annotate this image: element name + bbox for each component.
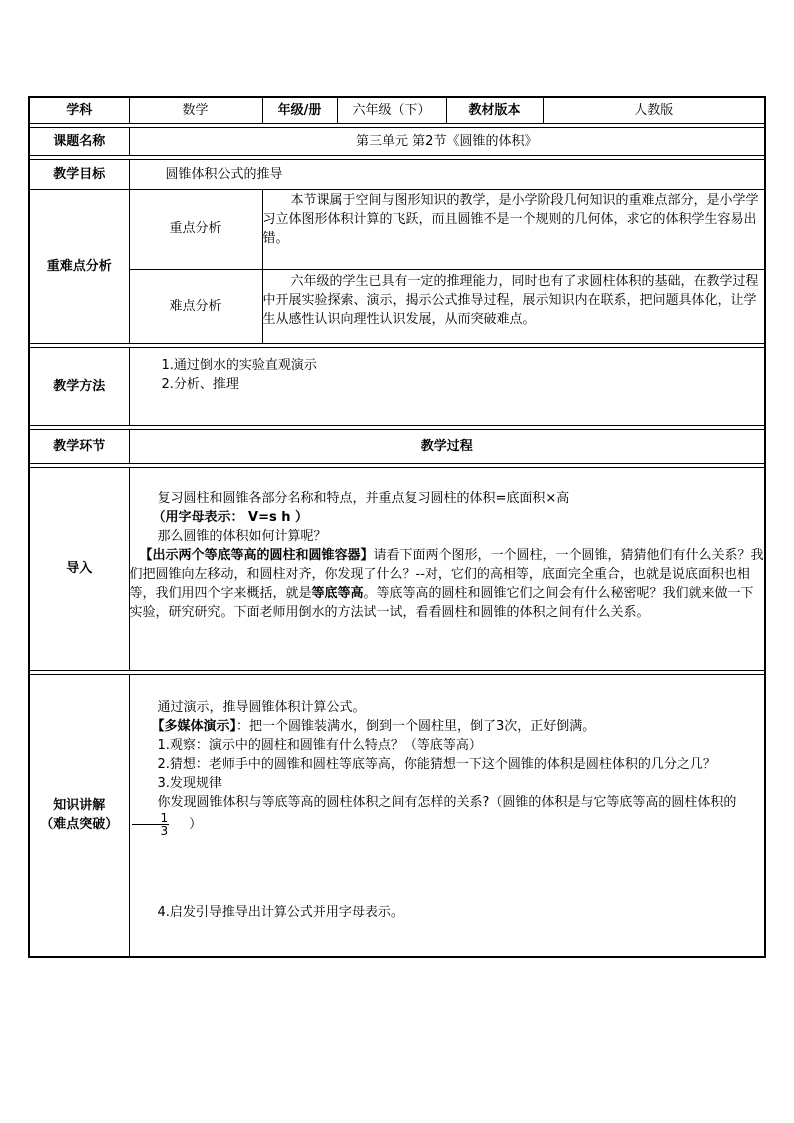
intro-paragraph-4 (130, 546, 765, 622)
subject-label: 学科 (29, 97, 129, 123)
knowledge-label: 知识讲解 (53, 798, 106, 814)
lesson-label: 课题名称 (29, 127, 129, 155)
multimedia-bracket-label: 【多媒体演示】 (151, 718, 237, 734)
method-cell (129, 347, 765, 425)
intro-cell (129, 467, 765, 670)
knowledge-sublabel: （难点突破） (40, 817, 119, 833)
guess-item: 2.猜想：老师手中的圆锥和圆柱等底等高，你能猜想一下这个圆锥的体积是圆柱体积的几分之几？ (157, 756, 716, 772)
method-item: 2.分析、推理 (161, 376, 239, 392)
edition-label: 教材版本 (446, 97, 543, 123)
observe-item: 1.观察：演示中的圆柱和圆锥有什么特点？（等底等高） (157, 737, 482, 753)
method-item: 1.通过倒水的实验直观演示 (161, 357, 317, 373)
knowledge-row (29, 674, 765, 957)
meta-row (29, 97, 765, 123)
knowledge-cell (129, 674, 765, 957)
knowledge-paragraph-1: 通过演示，推导圆锥体积计算公式。 (157, 699, 366, 715)
lesson-plan-sheet (28, 96, 764, 958)
discover-item: 3.发现规律 (157, 775, 222, 791)
demo-bracket-label: 【出示两个等底等高的圆柱和圆锥容器】 (139, 547, 374, 563)
goal-text: 圆锥体积公式的推导 (129, 159, 765, 189)
intro-label: 导入 (29, 467, 129, 670)
difficulty-analysis-row (29, 269, 765, 343)
one-third-fraction (132, 812, 170, 837)
blank-space (130, 837, 765, 903)
difficulty-analysis-text: 六年级的学生已具有一定的推理能力，同时也有了求圆柱体积的基础，在教学过程中开展实验探索、演示，揭示公式推导过程，展示知识内在联系，把问题具体化，让学生从感性认识向理性认识发展，从而突破难点。 (262, 273, 759, 327)
fraction-numerator: 1 (132, 812, 170, 825)
intro-question: 那么圆锥的体积如何计算呢？ (157, 528, 327, 544)
key-analysis-text: 本节课属于空间与图形知识的教学，是小学阶段几何知识的重难点部分，是小学学习立体图形体积计算的飞跃，而且圆锥不是一个规则的几何体，求它的体积学生容易出错。 (262, 192, 759, 246)
lesson-row (29, 127, 765, 155)
fraction-denominator: 3 (160, 823, 169, 838)
edition-value: 人教版 (543, 97, 765, 123)
knowledge-label-cell (29, 674, 129, 957)
intro-formula: （用字母表示： V=s h ） (152, 509, 309, 525)
intro-bold-term: 等底等高 (311, 585, 364, 601)
relation-text: 你发现圆锥体积与等底等高的圆柱体积之间有怎样的关系?（圆锥的体积是与它等底等高的圆柱体积的 (157, 794, 737, 810)
intro-text-a: 请看下面两个图形，一个圆柱，一个圆锥，猜猜他们有什么关系？我们把圆锥向左移动，和圆柱对齐，你发现了什么？--对，它们的高相等，底面完全重合，也就是说底面积也相等，我们用四个字来概括，就是 (129, 547, 764, 601)
key-analysis-label: 重点分析 (129, 189, 262, 269)
intro-row (29, 467, 765, 670)
stage-header: 教学环节 (29, 429, 129, 463)
grade-value: 六年级（下） (337, 97, 446, 123)
process-header-row (29, 429, 765, 463)
intro-paragraph-1: 复习圆柱和圆锥各部分名称和特点，并重点复习圆柱的体积=底面积×高 (157, 490, 570, 506)
lesson-plan-table (28, 96, 766, 958)
method-row (29, 347, 765, 425)
difficulty-analysis-label: 难点分析 (129, 269, 262, 343)
goal-label: 教学目标 (29, 159, 129, 189)
key-analysis-cell (262, 189, 765, 269)
relation-question (130, 793, 765, 837)
difficulty-analysis-cell (262, 269, 765, 343)
subject-value: 数学 (129, 97, 262, 123)
goal-row (29, 159, 765, 189)
method-label: 教学方法 (29, 347, 129, 425)
analysis-label: 重难点分析 (29, 189, 129, 343)
derive-item: 4.启发引导推导出计算公式并用字母表示。 (157, 904, 404, 920)
grade-label: 年级/册 (262, 97, 337, 123)
intro-text-b: 。等底等高的圆柱和圆锥它们之间会有什么秘密呢？我们就来做一下实验，研究研究。下面老师用倒水的方法试一试，看看圆柱和圆锥的体积之间有什么关系。 (129, 585, 754, 620)
lesson-title: 第三单元 第2节《圆锥的体积》 (129, 127, 765, 155)
relation-end: ） (189, 816, 203, 832)
multimedia-text: ：把一个圆锥装满水，倒到一个圆柱里，倒了3次，正好倒满。 (236, 718, 596, 734)
process-header: 教学过程 (129, 429, 765, 463)
key-analysis-row (29, 189, 765, 269)
knowledge-paragraph-2 (130, 717, 765, 736)
